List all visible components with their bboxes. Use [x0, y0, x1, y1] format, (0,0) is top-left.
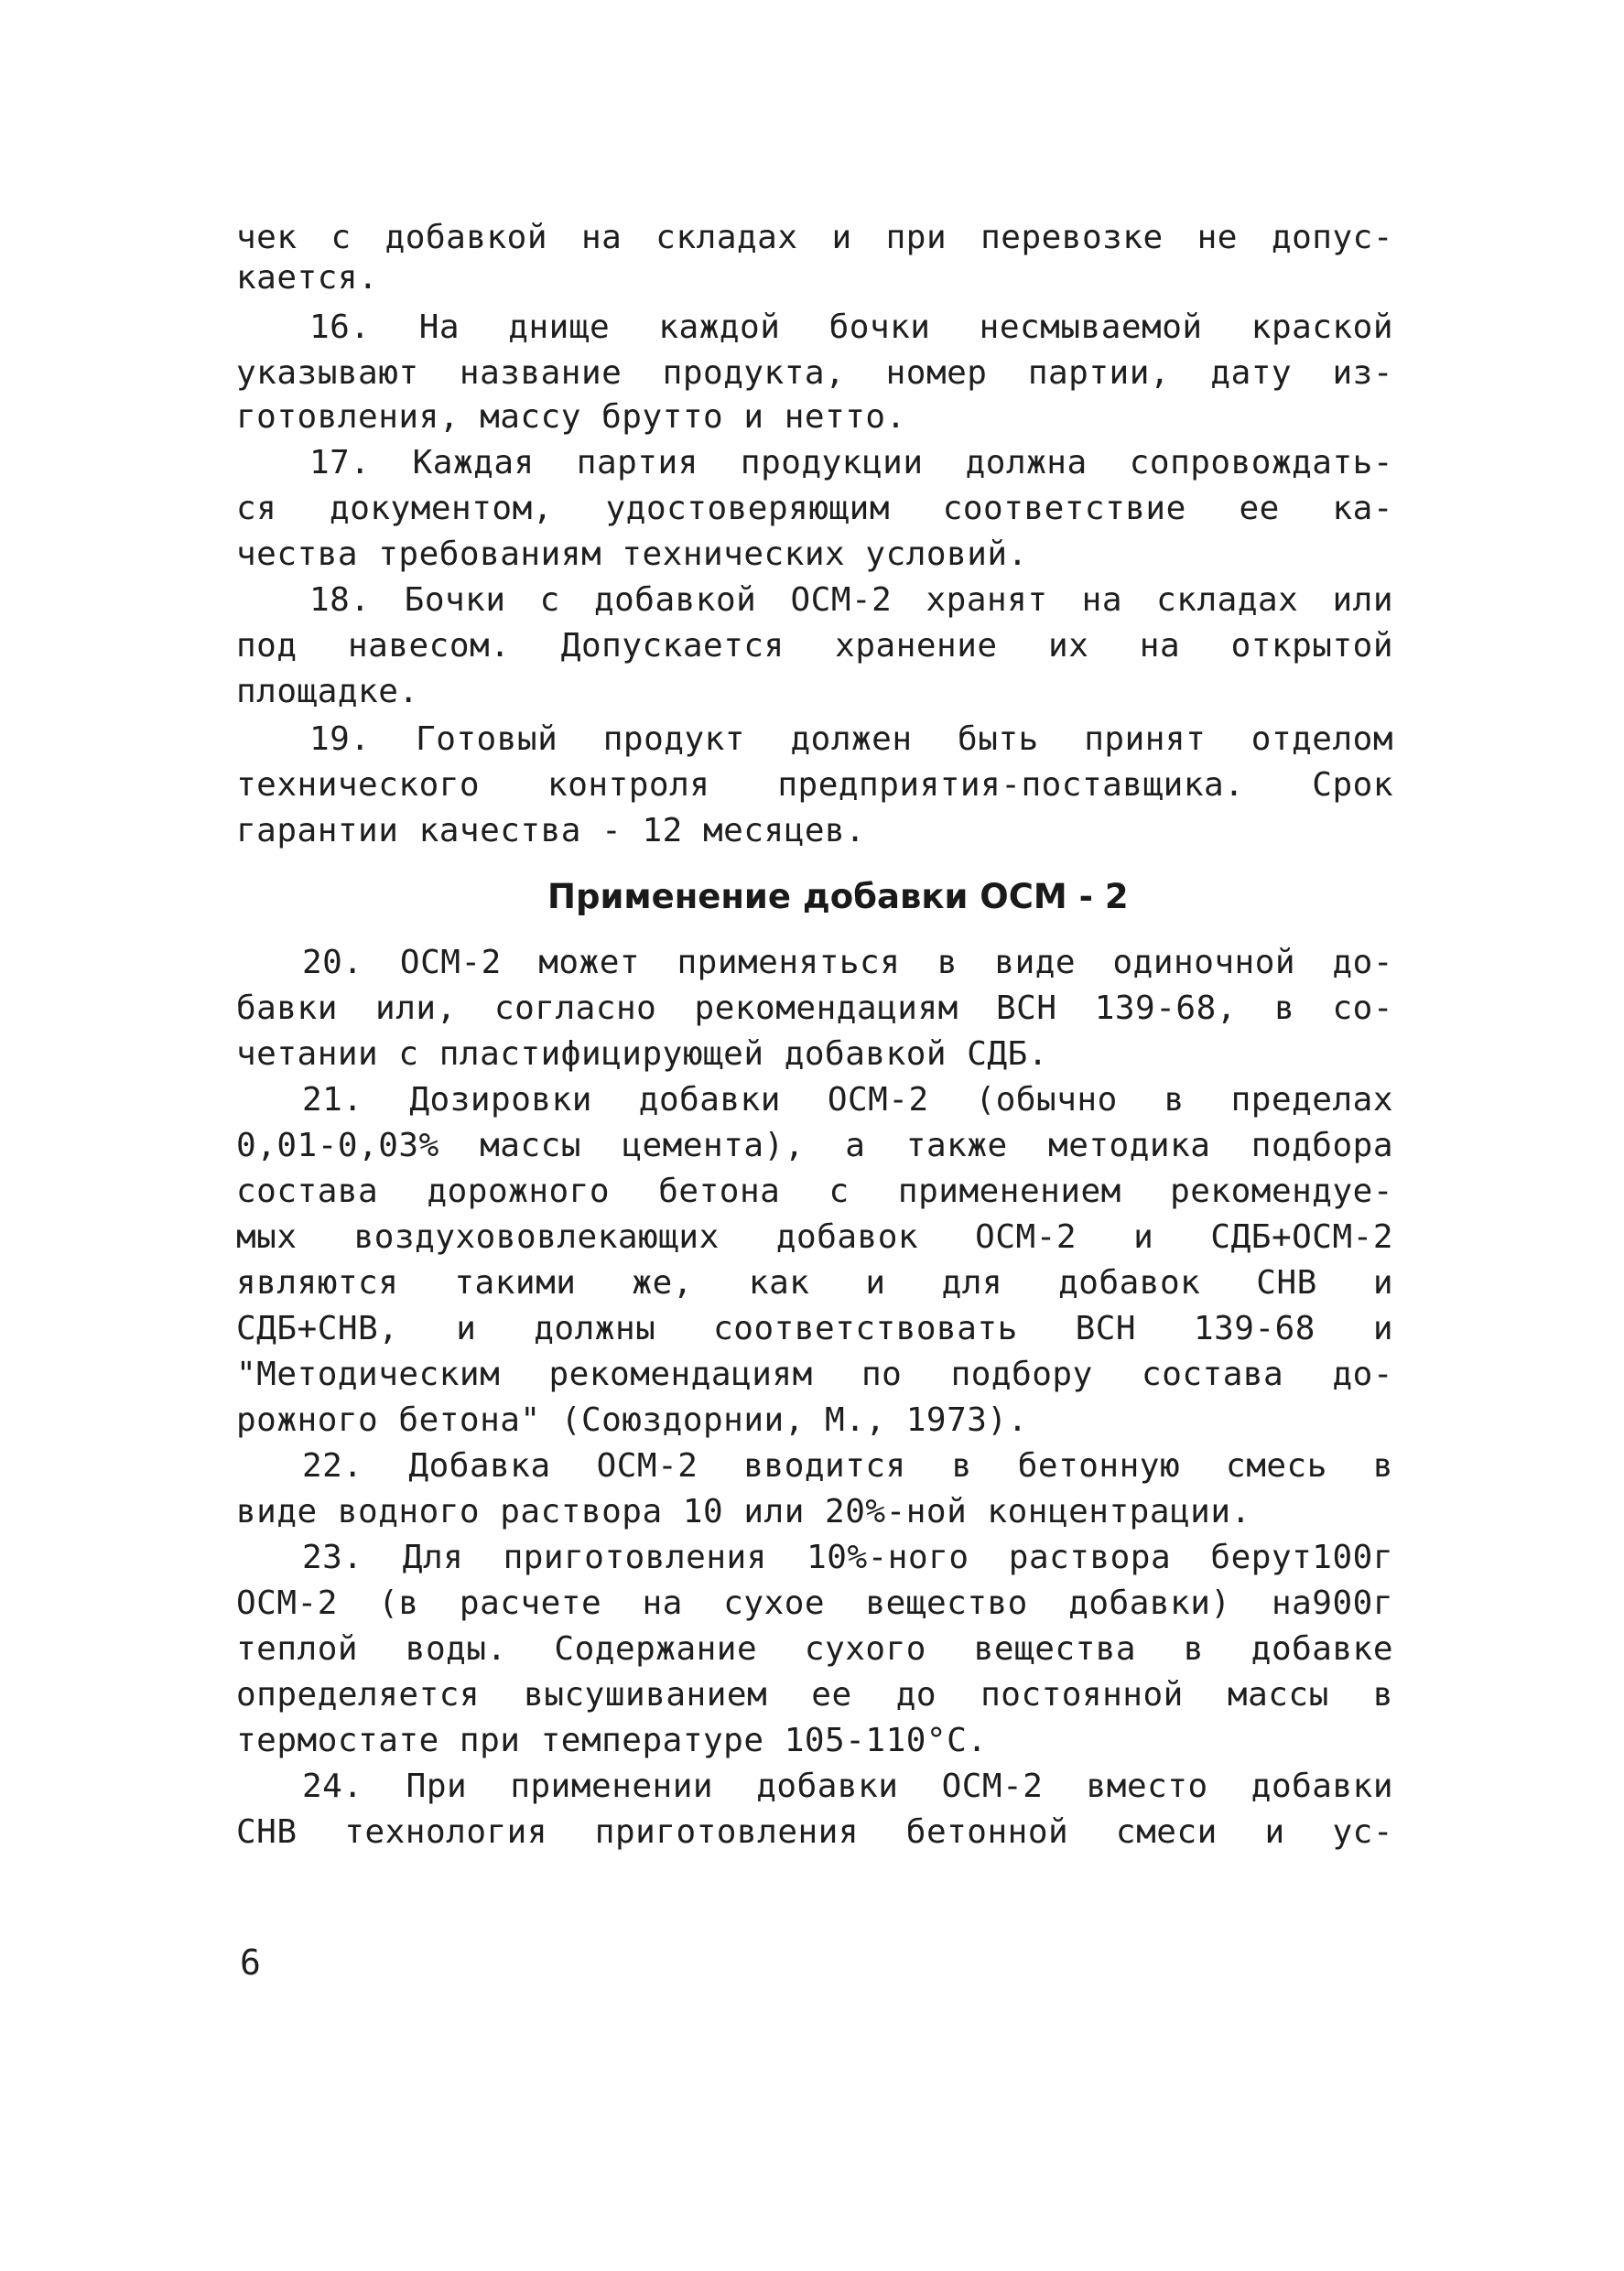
text-line: под навесом. Допускается хранение их на открытой — [236, 627, 1393, 665]
text-line: готовления, массу брутто и нетто. — [236, 398, 906, 436]
text-line: теплой воды. Содержание сухого вещества в добавке — [236, 1630, 1393, 1668]
text-line: определяется высушиванием ее до постоянной массы в — [236, 1676, 1393, 1714]
section-heading: Применение добавки ОСМ - 2 — [547, 877, 1129, 916]
paragraph-18-start: 18. Бочки с добавкой ОСМ-2 хранят на складах или — [309, 581, 1393, 619]
text-line: кается. — [236, 259, 379, 297]
text-line: четании с пластифицирующей добавкой СДБ. — [236, 1035, 1048, 1073]
text-line: рожного бетона" (Союздорнии, М., 1973). — [236, 1401, 1028, 1439]
text-line: термостате при температуре 105-110°С. — [236, 1722, 988, 1759]
paragraph-20-start: 20. ОСМ-2 может применяться в виде одиночной до- — [302, 944, 1393, 981]
text-line: являются такими же, как и для добавок СНВ и — [236, 1264, 1393, 1302]
text-line: мых воздухововлекающих добавок ОСМ-2 и СДБ+ОСМ-2 — [236, 1218, 1393, 1256]
text-line: чества требованиям технических условий. — [236, 535, 1028, 573]
text-line: виде водного раствора 10 или 20%-ной концентрации. — [236, 1493, 1251, 1530]
paragraph-19-start: 19. Готовый продукт должен быть принят отделом — [309, 720, 1393, 758]
text-line: "Методическим рекомендациям по подбору состава до- — [236, 1356, 1393, 1393]
paragraph-23-start: 23. Для приготовления 10%-ного раствора берут100г — [302, 1539, 1393, 1576]
page-number: 6 — [240, 1942, 261, 1983]
text-line: чек с добавкой на складах и при перевозке не допус- — [236, 219, 1393, 256]
text-line: состава дорожного бетона с применением рекомендуе- — [236, 1173, 1393, 1210]
paragraph-21-start: 21. Дозировки добавки ОСМ-2 (обычно в пределах — [302, 1081, 1393, 1119]
text-line: СНВ технология приготовления бетонной смеси и ус- — [236, 1813, 1393, 1851]
text-line: 0,01-0,03% массы цемента), а также методика подбора — [236, 1127, 1393, 1164]
text-line: СДБ+СНВ, и должны соответствовать ВСН 139-68 и — [236, 1310, 1393, 1347]
text-line: указывают название продукта, номер партии, дату из- — [236, 354, 1393, 392]
text-line: ся документом, удостоверяющим соответствие ее ка- — [236, 490, 1393, 527]
paragraph-16-start: 16. На днище каждой бочки несмываемой краской — [309, 308, 1393, 346]
text-line: технического контроля предприятия-поставщика. Срок — [236, 766, 1393, 804]
text-line: бавки или, согласно рекомендациям ВСН 139-68, в со- — [236, 990, 1393, 1027]
text-line: ОСМ-2 (в расчете на сухое вещество добавки) на900г — [236, 1584, 1393, 1622]
paragraph-17-start: 17. Каждая партия продукции должна сопровождать- — [309, 444, 1393, 481]
text-line: площадке. — [236, 673, 419, 710]
paragraph-22-start: 22. Добавка ОСМ-2 вводится в бетонную смесь в — [302, 1447, 1393, 1485]
paragraph-24-start: 24. При применении добавки ОСМ-2 вместо добавки — [302, 1768, 1393, 1805]
text-line: гарантии качества - 12 месяцев. — [236, 812, 866, 849]
